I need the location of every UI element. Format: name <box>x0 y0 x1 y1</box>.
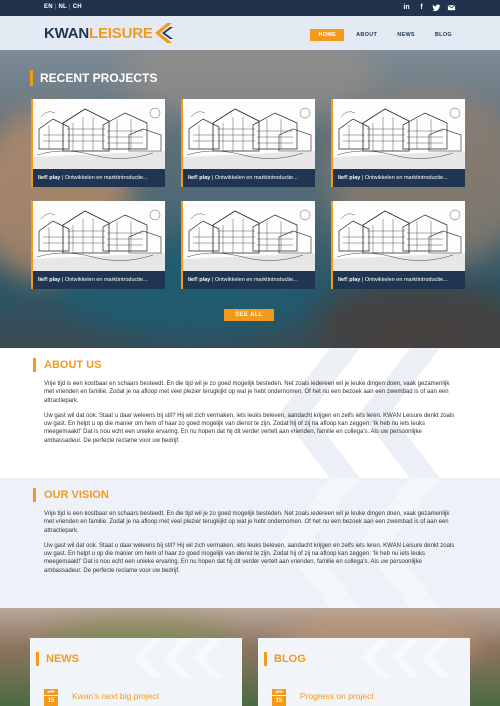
project-sketch-image <box>33 99 165 169</box>
facebook-icon[interactable]: f <box>420 4 423 11</box>
project-description: Ontwikkelen en marktintroductie... <box>64 277 148 283</box>
site-header <box>0 16 500 50</box>
nav-blog[interactable]: BLOG <box>434 32 452 38</box>
date-day: 15 <box>44 696 58 706</box>
project-brand: lief! play <box>38 277 61 283</box>
project-caption <box>333 169 465 187</box>
nav-home[interactable]: HOME <box>310 29 344 41</box>
caption-separator: | <box>60 175 65 181</box>
about-us-text <box>44 380 460 452</box>
vision-paragraph: Vrije tijd is een kostbaar en schaars besteedt. En die tijd wil je zo goed mogelijk besteden. Net zoals iedereen wil je leuke dingen doen, vaak gezamenlijk met vrienden en familie. Zodat je na afloop met veel plezier terugkijkt op wat je hebt ondernomen. Of het nu een bezoek aan een zwembad is of aan een attractiepark. <box>44 511 450 534</box>
language-switcher <box>44 4 82 10</box>
see-all-button[interactable]: SEE ALL <box>224 309 274 321</box>
project-brand: lief! play <box>188 277 211 283</box>
project-description: Ontwikkelen en marktintroductie... <box>214 277 298 283</box>
project-brand: lief! play <box>338 175 361 181</box>
project-sketch-image <box>333 99 465 169</box>
project-sketch-image <box>33 201 165 271</box>
decorative-chevrons <box>122 638 242 678</box>
blog-title: BLOG <box>264 652 306 666</box>
project-card[interactable] <box>31 201 165 289</box>
date-month: APR <box>44 689 58 695</box>
background-blur <box>320 280 500 348</box>
top-utility-bar <box>0 0 500 16</box>
news-date-badge <box>44 689 58 706</box>
news-title: NEWS <box>36 652 79 666</box>
about-paragraph: Vrije tijd is een kostbaar en schaars besteedt. En die tijd wil je zo goed mogelijk besteden. Net zoals iedereen wil je leuke dingen doen, vaak gezamenlijk met vrienden en familie. Zodat je na afloop met veel plezier terugkijkt op wat je hebt ondernomen. Of het nu een bezoek aan een zwembad is of aan een attractiepark. <box>44 381 450 404</box>
project-caption <box>183 271 315 289</box>
recent-projects-title: RECENT PROJECTS <box>30 70 157 86</box>
recent-projects-section <box>0 50 500 348</box>
project-sketch-image <box>183 201 315 271</box>
lang-ch-link[interactable]: CH <box>72 4 82 10</box>
project-caption <box>33 271 165 289</box>
our-vision-text <box>44 510 460 582</box>
linkedin-icon[interactable]: in <box>403 4 410 11</box>
news-headline-link[interactable]: Kwan's next big project <box>72 691 160 701</box>
caption-separator: | <box>210 277 215 283</box>
project-brand: lief! play <box>188 175 211 181</box>
about-paragraph: Uw gast wil dat ook. Staat u daar weleens bij stil? Hij wil zich vermaken, iets leuks beleven, aandacht krijgen en zelfs iets leren. KWAN Leisure denkt zoals uw gast. En helpt u op die manier om hem of haar zo goed mogelijk van dienst te zijn. Zodat hij of zij na afloop kan zeggen: 'Ik heb nu iets leuks meegemaakt!' Dat is nou echt een unieke ervaring. En nu hopen dat hij dit verder vertelt aan vrienden, familie en collega's. Als uw persoonlijke ambassadeur. De perfecte reclame voor uw bedrijf. <box>44 412 455 444</box>
project-card[interactable] <box>181 201 315 289</box>
date-month: APR <box>272 689 286 695</box>
mail-icon[interactable] <box>447 3 456 12</box>
project-brand: lief! play <box>338 277 361 283</box>
about-us-title: ABOUT US <box>33 358 101 372</box>
date-day: 15 <box>272 696 286 706</box>
blog-headline-link[interactable]: Progress on project <box>300 691 374 701</box>
news-blog-section <box>0 608 500 706</box>
project-description: Ontwikkelen en marktintroductie... <box>214 175 298 181</box>
caption-separator: | <box>60 277 65 283</box>
logo-wordmark: KWANLEISURE <box>44 24 153 42</box>
caption-separator: | <box>210 175 215 181</box>
blog-date-badge <box>272 689 286 706</box>
project-card[interactable] <box>181 99 315 187</box>
lang-separator: | <box>68 4 71 10</box>
blog-panel <box>258 638 470 706</box>
social-links <box>402 3 456 12</box>
decorative-chevrons <box>350 638 470 678</box>
vision-paragraph: Uw gast wil dat ook. Staat u daar weleens bij stil? Hij wil zich vermaken, iets leuks beleven, aandacht krijgen en zelfs iets leren. KWAN Leisure denkt zoals uw gast. En helpt u op die manier om hem of haar zo goed mogelijk van dienst te zijn. Zodat hij of zij na afloop kan zeggen: 'Ik heb nu iets leuks meegemaakt!' Dat is nou echt een unieke ervaring. En nu hopen dat hij dit verder vertelt aan vrienden, familie en collega's. Als uw persoonlijke ambassadeur. De perfecte reclame voor uw bedrijf. <box>44 542 455 574</box>
caption-separator: | <box>360 277 365 283</box>
project-card[interactable] <box>331 201 465 289</box>
our-vision-title: OUR VISION <box>33 488 109 502</box>
project-card[interactable] <box>31 99 165 187</box>
project-description: Ontwikkelen en marktintroductie... <box>364 175 448 181</box>
project-caption <box>333 271 465 289</box>
nav-about[interactable]: ABOUT <box>356 32 378 38</box>
chevron-logo-icon <box>154 22 174 44</box>
project-description: Ontwikkelen en marktintroductie... <box>64 175 148 181</box>
project-card[interactable] <box>331 99 465 187</box>
nav-news[interactable]: NEWS <box>397 32 415 38</box>
project-brand: lief! play <box>38 175 61 181</box>
project-sketch-image <box>183 99 315 169</box>
project-caption <box>33 169 165 187</box>
project-caption <box>183 169 315 187</box>
kwan-leisure-logo[interactable] <box>44 22 174 44</box>
project-description: Ontwikkelen en marktintroductie... <box>364 277 448 283</box>
twitter-icon[interactable] <box>432 3 441 12</box>
lang-en-link[interactable]: EN <box>44 4 53 10</box>
about-us-section <box>0 348 500 478</box>
lang-separator: | <box>54 4 57 10</box>
news-panel <box>30 638 242 706</box>
lang-nl-link[interactable]: NL <box>58 4 67 10</box>
project-sketch-image <box>333 201 465 271</box>
caption-separator: | <box>360 175 365 181</box>
our-vision-section <box>0 478 500 608</box>
main-navigation <box>310 29 460 41</box>
